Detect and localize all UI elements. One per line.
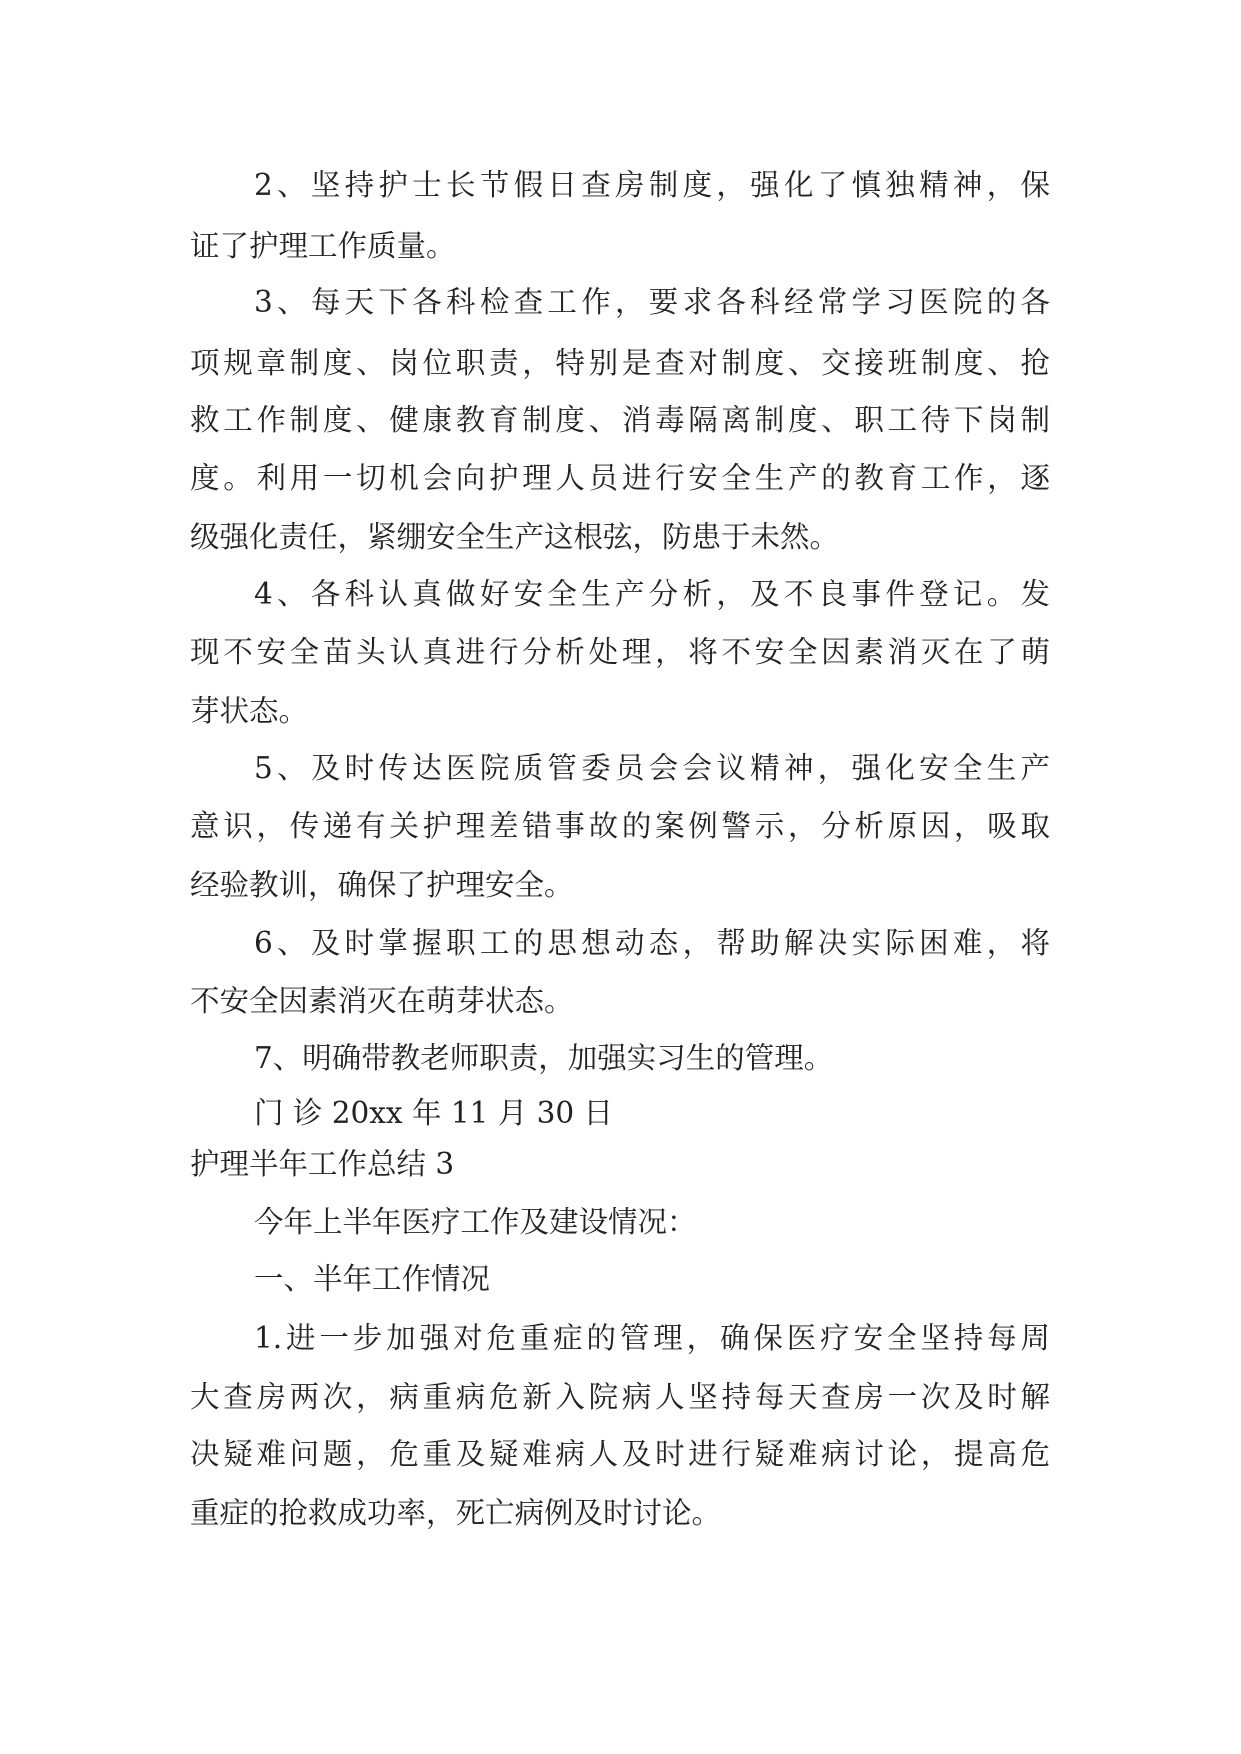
paragraph-2-line-1: 2、坚持护士长节假日查房制度，强化了慎独精神，保 (254, 168, 1050, 202)
signature-date-line: 门 诊 20xx 年 11 月 30 日 (254, 1096, 614, 1130)
paragraph-3-line-1: 3、每天下各科检查工作，要求各科经常学习医院的各 (254, 285, 1050, 319)
item-1-line-1: 1.进一步加强对危重症的管理，确保医疗安全坚持每周 (254, 1321, 1050, 1355)
paragraph-2-line-2: 证了护理工作质量。 (190, 229, 456, 263)
paragraph-7-line-1: 7、明确带教老师职责，加强实习生的管理。 (254, 1041, 834, 1075)
paragraph-4-line-2: 现不安全苗头认真进行分析处理，将不安全因素消灭在了萌 (190, 635, 1050, 669)
paragraph-3-line-5: 级强化责任，紧绷安全生产这根弦，防患于未然。 (190, 520, 840, 554)
paragraph-3-line-2: 项规章制度、岗位职责，特别是查对制度、交接班制度、抢 (190, 346, 1050, 380)
subsection-heading: 一、半年工作情况 (254, 1262, 491, 1296)
paragraph-6-line-1: 6、及时掌握职工的思想动态，帮助解决实际困难，将 (254, 926, 1050, 960)
section-title: 护理半年工作总结 3 (190, 1147, 455, 1181)
paragraph-3-line-3: 救工作制度、健康教育制度、消毒隔离制度、职工待下岗制 (190, 403, 1050, 437)
paragraph-4-line-1: 4、各科认真做好安全生产分析，及不良事件登记。发 (254, 577, 1050, 611)
paragraph-3-line-4: 度。利用一切机会向护理人员进行安全生产的教育工作，逐 (190, 461, 1050, 495)
item-1-line-2: 大查房两次，病重病危新入院病人坚持每天查房一次及时解 (190, 1380, 1050, 1414)
paragraph-5-line-3: 经验教训，确保了护理安全。 (190, 868, 574, 902)
item-1-line-4: 重症的抢救成功率，死亡病例及时讨论。 (190, 1496, 722, 1530)
paragraph-4-line-3: 芽状态。 (190, 694, 309, 728)
intro-line: 今年上半年医疗工作及建设情况： (254, 1205, 697, 1239)
paragraph-5-line-1: 5、及时传达医院质管委员会会议精神，强化安全生产 (254, 751, 1050, 785)
paragraph-6-line-2: 不安全因素消灭在萌芽状态。 (190, 984, 574, 1018)
paragraph-5-line-2: 意识，传递有关护理差错事故的案例警示，分析原因，吸取 (190, 809, 1050, 843)
item-1-line-3: 决疑难问题，危重及疑难病人及时进行疑难病讨论，提高危 (190, 1437, 1050, 1471)
